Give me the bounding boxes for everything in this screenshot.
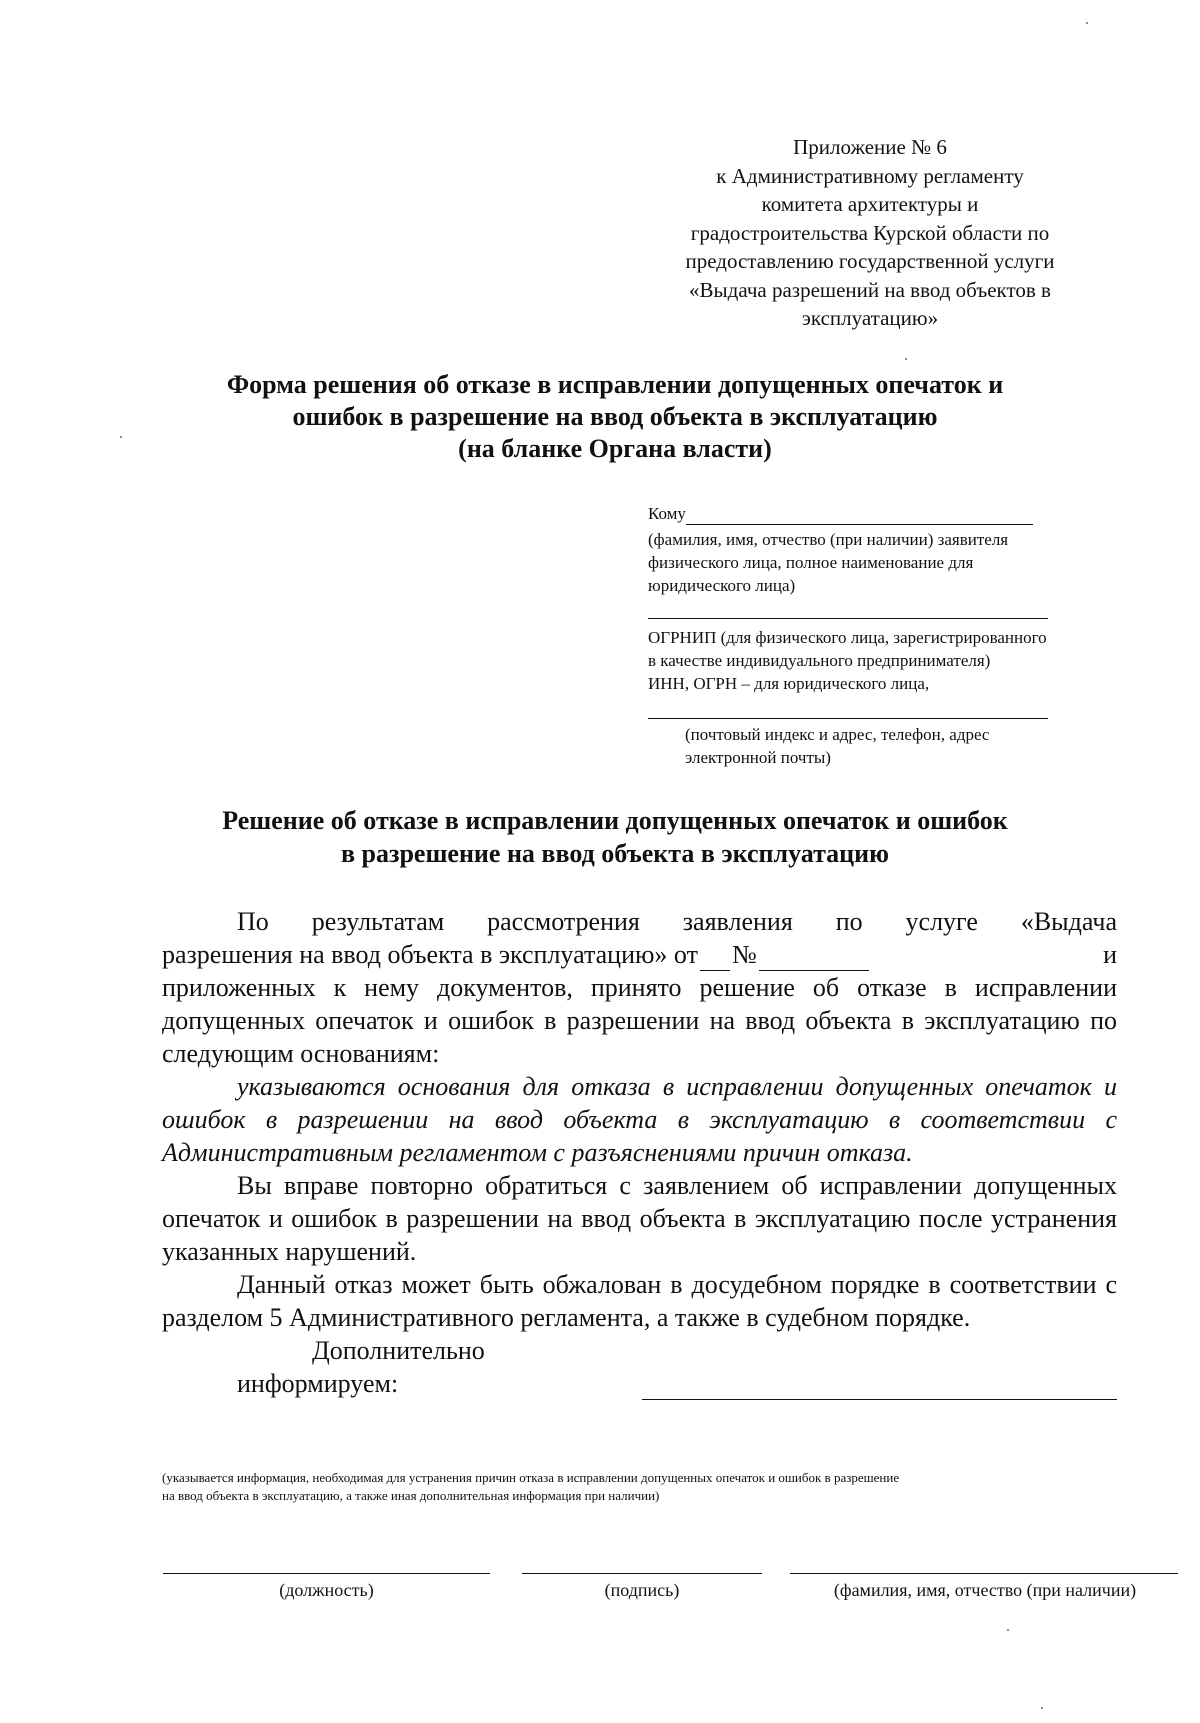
appendix-line: к Административному регламенту [716,163,1024,188]
hint-line: ИНН, ОГРН – для юридического лица, [648,674,930,693]
p1-mid-left: разрешения на ввод объекта в эксплуатацию» от [162,940,698,969]
addressee-to-field[interactable] [686,506,1033,525]
note-line: на ввод объекта в эксплуатацию, а также иная дополнительная информация при наличии) [162,1488,660,1503]
addressee-to-hint [648,528,1008,597]
date-field[interactable] [700,946,730,971]
signature-caption: (подпись) [604,1580,680,1600]
hint-line: физического лица, полное наименование для [648,553,974,572]
body-paragraph-1-start: По результатам рассмотрения заявления по услуге «Выдача [237,907,1117,936]
body-paragraph-3: Вы вправе повторно обратиться с заявлением об исправлении допущенных опечаток и ошибок в разрешении на ввод объекта в эксплуатацию после устранения указанных нарушений. [162,1171,1117,1266]
scan-speck [120,436,122,438]
decision-title [150,804,1080,870]
p1-and: и [1103,940,1117,969]
form-title-line: Форма решения об отказе в исправлении допущенных опечаток и [226,370,1004,399]
full-name-line[interactable] [790,1573,1178,1574]
addressee-contact-hint [685,723,989,769]
decision-title-line: Решение об отказе в исправлении допущенных опечаток и ошибок [222,806,1008,835]
hint-line: в качестве индивидуального предпринимателя) [648,651,991,670]
body-paragraph-1-line2 [162,938,1117,971]
p1-num: № [731,940,757,969]
hint-line: юридического лица) [648,576,796,595]
position-caption: (должность) [279,1580,374,1600]
addressee-to-label: Кому [648,504,686,523]
form-title-line: ошибок в разрешение на ввод объекта в эксплуатацию [292,402,938,431]
scan-speck [905,358,907,360]
addressee-ids-hint [648,626,1047,695]
number-field[interactable] [759,946,869,971]
body-paragraph-5 [162,1334,1117,1400]
body-paragraph-1-rest: приложенных к нему документов, принято решение об отказе в исправлении допущенных опечаток и ошибок в разрешении на ввод объекта в эксплуатацию по следующим основаниям: [162,973,1117,1068]
decision-body [162,905,1117,1400]
additional-info-label: Дополнительно информируем: [237,1336,485,1398]
hint-line: ОГРНИП (для физического лица, зарегистрированного [648,628,1047,647]
appendix-line: градостроительства Курской области по [690,220,1050,245]
note-line: (указывается информация, необходимая для устранения причин отказа в исправлении допущенных опечаток и ошибок в разрешение [162,1470,900,1485]
scan-speck [1086,22,1088,24]
addressee-name-line[interactable] [648,618,1048,619]
full-name-caption: (фамилия, имя, отчество (при наличии) [833,1580,1137,1600]
addressee-contact-line[interactable] [648,718,1048,719]
appendix-line: комитета архитектуры и [761,192,979,216]
scan-speck [1041,1707,1043,1709]
hint-line: (фамилия, имя, отчество (при наличии) заявителя [648,530,1009,549]
body-paragraph-4: Данный отказ может быть обжалован в досудебном порядке в соответствии с разделом 5 Административного регламента, а также в судебном порядке. [162,1270,1117,1332]
scan-speck [1007,1629,1009,1631]
additional-info-note [162,1469,1122,1505]
hint-line: (почтовый индекс и адрес, телефон, адрес [685,725,990,744]
p1-left-group [162,938,869,971]
form-title [150,369,1080,465]
hint-line: электронной почты) [685,748,831,767]
appendix-header [640,133,1100,333]
body-paragraph-2-reasons: указываются основания для отказа в исправлении допущенных опечаток и ошибок в разрешении на ввод объекта в эксплуатацию в соответствии с Административным регламентом с разъяснениями причин отказа. [162,1072,1117,1167]
signature-line[interactable] [522,1573,762,1574]
appendix-line: Приложение № 6 [793,135,947,159]
appendix-line: предоставлению государственной услуги [685,249,1055,273]
addressee-to-row [648,502,1033,525]
appendix-line: эксплуатацию» [801,306,939,330]
decision-title-line: в разрешение на ввод объекта в эксплуатацию [341,839,889,868]
position-line[interactable] [163,1573,490,1574]
additional-info-field[interactable] [642,1373,1117,1400]
appendix-line: «Выдача разрешений на ввод объектов в [689,277,1051,302]
form-title-line: (на бланке Органа власти) [458,434,772,463]
